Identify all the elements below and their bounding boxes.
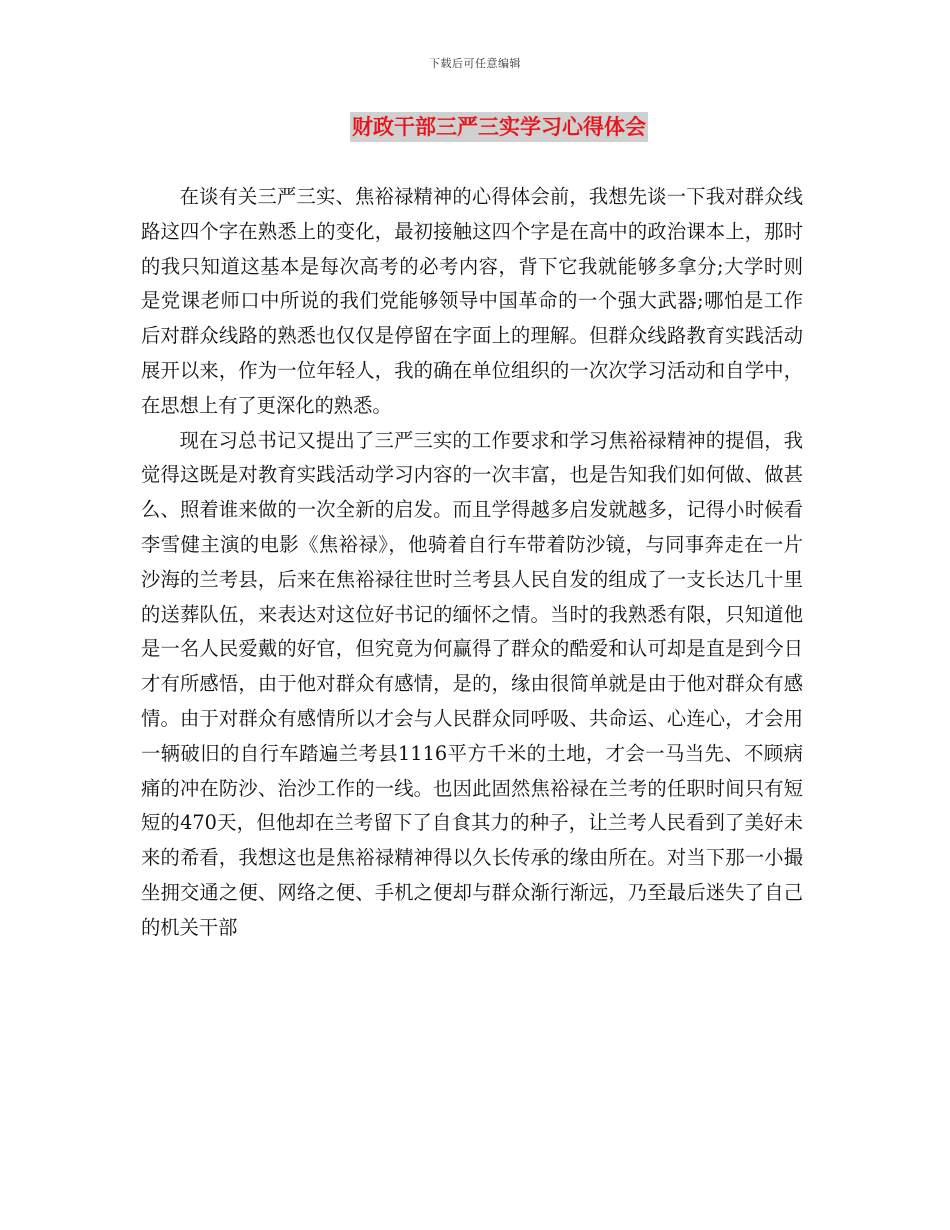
document-body bbox=[141, 180, 803, 946]
paragraph-1: 在谈有关三严三实、焦裕禄精神的心得体会前，我想先谈一下我对群众线路这四个字在熟悉上的变化，最初接触这四个字是在高中的政治课本上，那时的我只知道这基本是每次高考的必考内容，背下它我就能够多拿分;大学时则是党课老师口中所说的我们党能够领导中国革命的一个强大武器;哪怕是工作后对群众线路的熟悉也仅仅是停留在字面上的理解。但群众线路教育实践活动展开以来，作为一位年轻人，我的确在单位组织的一次次学习活动和自学中，在思想上有了更深化的熟悉。 bbox=[141, 185, 803, 417]
header-note: 下载后可任意编辑 bbox=[429, 57, 521, 70]
paragraph-2: 现在习总书记又提出了三严三实的工作要求和学习焦裕禄精神的提倡，我觉得这既是对教育实践活动学习内容的一次丰富，也是告知我们如何做、做甚么、照着谁来做的一次全新的启发。而且学得越多启发就越多，记得小时候看李雪健主演的电影《焦裕禄》，他骑着自行车带着防沙镜，与同事奔走在一片沙海的兰考县，后来在焦裕禄往世时兰考县人民自发的组成了一支长达几十里的送葬队伍，来表达对这位好书记的缅怀之情。当时的我熟悉有限，只知道他是一名人民爱戴的好官，但究竟为何赢得了群众的酷爱和认可却是直是到今日才有所感悟，由于他对群众有感情，是的，缘由很简单就是由于他对群众有感情。由于对群众有感情所以才会与人民群众同呼吸、共命运、心连心，才会用一辆破旧的自行车踏遍兰考县1116平方千米的土地，才会一马当先、不顾病痛的冲在防沙、治沙工作的一线。也因此固然焦裕禄在兰考的任职时间只有短短的470天，但他却在兰考留下了自食其力的种子，让兰考人民看到了美好未来的希看，我想这也是焦裕禄精神得以久长传承的缘由所在。对当下那一小撮坐拥交通之便、网络之便、手机之便却与群众渐行渐远，乃至最后迷失了自己的机关干部 bbox=[141, 428, 803, 939]
document-title: 财政干部三严三实学习心得体会 bbox=[350, 112, 648, 142]
title-container bbox=[0, 112, 950, 142]
